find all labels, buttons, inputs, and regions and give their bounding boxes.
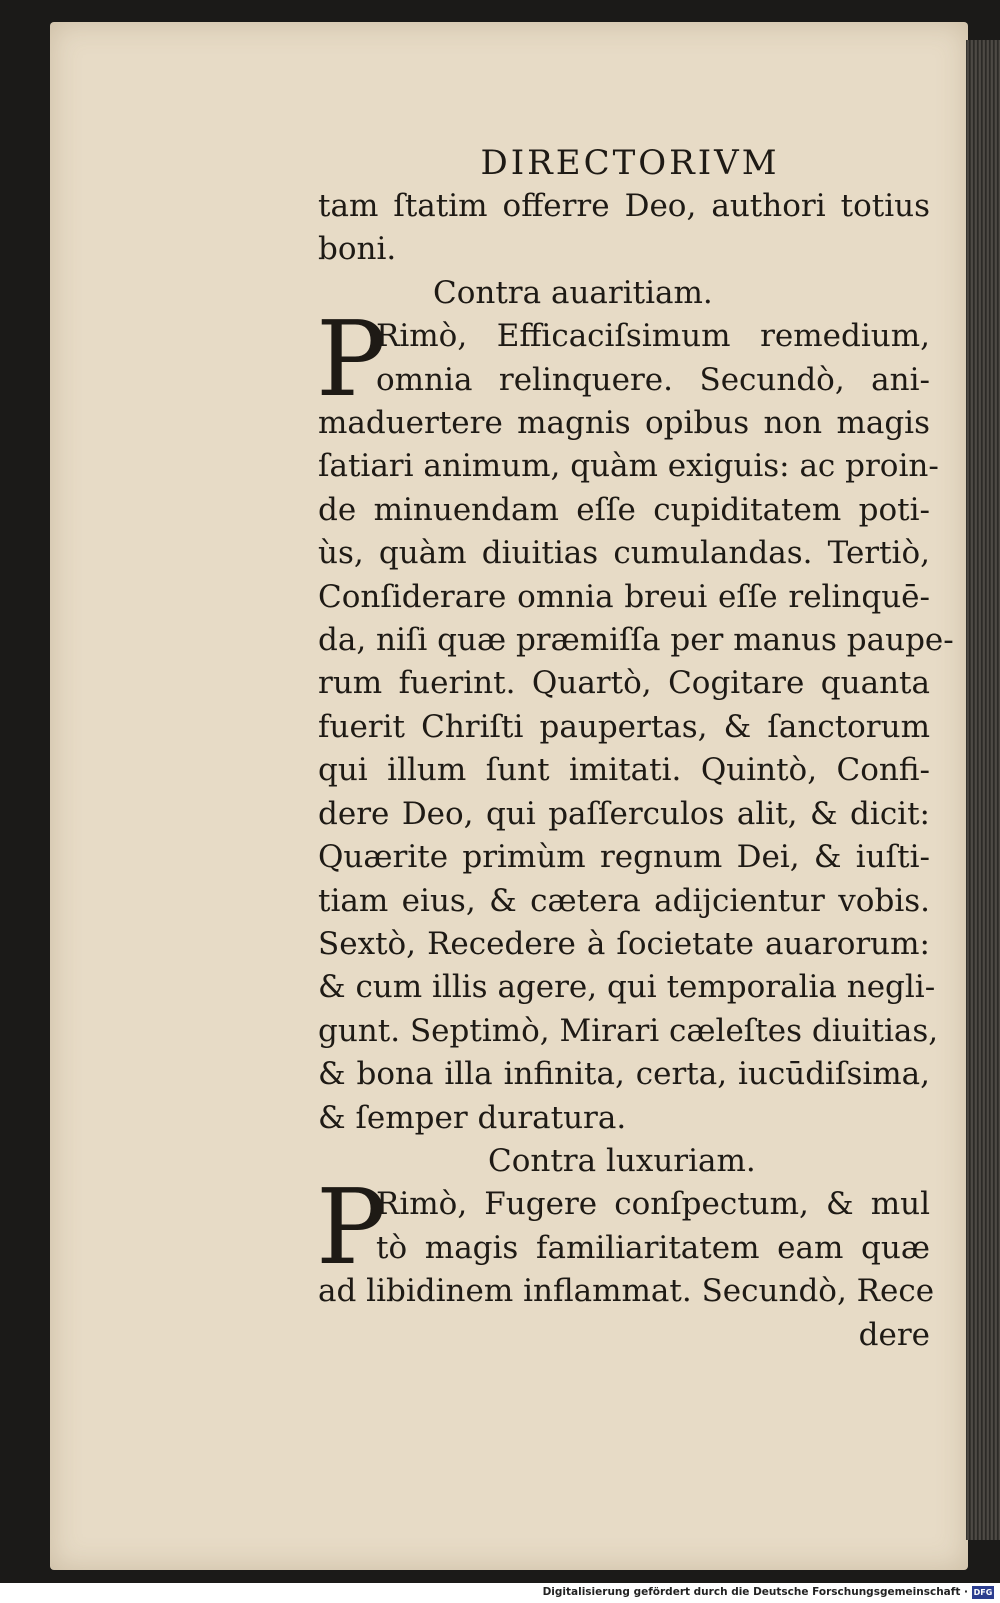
text-line: & ſemper duratura. bbox=[318, 1099, 627, 1136]
section-heading: Contra auaritiam. bbox=[433, 274, 713, 311]
text-line: dere Deo, qui paſſerculos alit, & dicit: bbox=[318, 795, 930, 832]
text-line: tam ſtatim offerre Deo, authori totius bbox=[318, 188, 930, 224]
text-line: omnia relinquere. Secundò, ani- bbox=[376, 361, 930, 398]
paragraph-luxury bbox=[316, 1166, 935, 1313]
catchword: dere bbox=[858, 1316, 930, 1353]
page-text bbox=[316, 142, 954, 1357]
text-line: & cum illis agere, qui temporalia negli- bbox=[318, 969, 936, 1006]
dfg-logo-icon: DFG bbox=[973, 1588, 993, 1597]
text-line: Conſiderare omnia breui eſſe relinquē- bbox=[318, 578, 930, 615]
text-line: maduertere magnis opibus non magis bbox=[318, 405, 930, 442]
drop-cap: P bbox=[316, 298, 386, 421]
text-line: qui illum ſunt imitati. Quintò, Confi- bbox=[318, 752, 930, 789]
text-line: fuerit Chriſti paupertas, & ſanctorum bbox=[318, 708, 930, 745]
footer-bar bbox=[0, 1583, 1000, 1603]
book-edge bbox=[966, 40, 1000, 1540]
drop-cap: P bbox=[316, 1166, 386, 1289]
text-line: gunt. Septimò, Mirari cæleſtes diuitias, bbox=[318, 1012, 939, 1049]
text-line: Sextò, Recedere à ſocietate auarorum: bbox=[318, 925, 930, 962]
text-line: Rimò, Fugere conſpectum, & mul bbox=[376, 1186, 930, 1223]
text-line: Quærite primùm regnum Dei, & iuſti- bbox=[318, 839, 930, 876]
text-line: ſatiari animum, quàm exiguis: ac proin- bbox=[318, 448, 939, 485]
text-line: rum fuerint. Quartò, Cogitare quanta bbox=[318, 665, 930, 702]
text-line: ùs, quàm diuitias cumulandas. Tertiò, bbox=[318, 535, 930, 572]
funding-credit: Digitalisierung gefördert durch die Deutsche Forschungsgemeinschaft · bbox=[542, 1586, 968, 1598]
text-line: tiam eius, & cætera adijcientur vobis. bbox=[318, 882, 930, 919]
section-heading: Contra luxuriam. bbox=[488, 1142, 756, 1179]
text-line: boni. bbox=[318, 231, 397, 268]
text-line: tò magis familiaritatem eam quæ bbox=[376, 1229, 930, 1266]
text-line: & bona illa infinita, certa, iucūdiſsima, bbox=[318, 1056, 930, 1093]
text-line: ad libidinem inflammat. Secundò, Rece bbox=[318, 1273, 935, 1310]
text-line: de minuendam eſſe cupiditatem poti- bbox=[318, 491, 930, 528]
paragraph-avarice bbox=[316, 298, 954, 1140]
text-line: Rimò, Efficaciſsimum remedium, bbox=[376, 318, 930, 355]
running-head: DIRECTORIVM bbox=[480, 143, 780, 183]
text-line: da, niſi quæ præmiſſa per manus paupe- bbox=[318, 622, 954, 659]
